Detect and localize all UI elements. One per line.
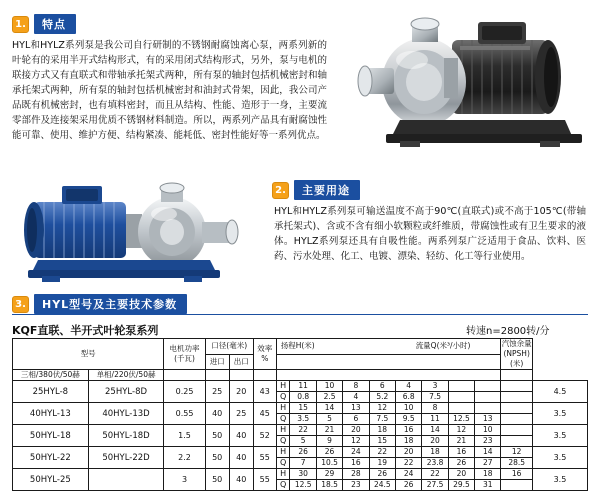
usage-body-text: HYL和HYLZ系列泵可输送温度不高于90℃(直联式)或不高于105℃(带轴承托架式)、含或不含有细小软颗粒或纤维质，带腐蚀性或有卫生要求的液体。HYLZ系列泵还具有自吸性能。两系列泵广泛适用于食品、饮料、医药、污水处理、化工、电镀、漂染、轻纺、化工等行业使用。	[274, 206, 586, 262]
cell-flow-value: 26	[395, 480, 421, 491]
section-header-features	[12, 14, 76, 34]
cell-head-value: 28	[343, 469, 369, 480]
cell-head-value: 22	[290, 425, 316, 436]
cell-head-value: 8	[343, 381, 369, 392]
cell-head-value	[501, 403, 532, 414]
header-spacer-eff	[253, 370, 276, 381]
header-head-flow-spacer	[276, 354, 501, 370]
header-port-diameter: 口径(毫米)	[205, 339, 253, 355]
cell-flow-label: Q	[276, 480, 290, 491]
cell-head-value: 20	[343, 425, 369, 436]
cell-efficiency: 55	[253, 447, 276, 469]
cell-flow-value: 18	[395, 436, 421, 447]
cell-efficiency: 45	[253, 403, 276, 425]
cell-model-1phase: 40HYL-13D	[88, 403, 164, 425]
cell-flow-label: Q	[276, 458, 290, 469]
cell-power: 0.25	[164, 381, 205, 403]
cell-power: 2.2	[164, 447, 205, 469]
cell-efficiency: 52	[253, 425, 276, 447]
cell-npsh: 3.5	[532, 469, 587, 491]
cell-flow-value: 16	[343, 458, 369, 469]
cell-outlet: 25	[229, 403, 253, 425]
pump-photo-left	[14, 176, 264, 288]
cell-flow-value	[448, 392, 474, 403]
cell-flow-value: 19	[369, 458, 395, 469]
cell-head-value: 26	[316, 447, 342, 458]
header-motor-power: 电机功率 (千瓦)	[164, 339, 205, 370]
cell-flow-label: Q	[276, 414, 290, 425]
cell-head-value	[448, 381, 474, 392]
cell-head-value: 26	[369, 469, 395, 480]
header-spacer-inlet	[205, 370, 229, 381]
cell-flow-label: Q	[276, 392, 290, 403]
cell-head-value: 10	[475, 425, 501, 436]
cell-head-label: H	[276, 469, 290, 480]
cell-flow-value: 26	[448, 458, 474, 469]
table-speed-note: 转速n=2800转/分	[466, 326, 550, 337]
cell-efficiency: 43	[253, 381, 276, 403]
cell-flow-value: 6	[343, 414, 369, 425]
cell-model-1phase: 25HYL-8D	[88, 381, 164, 403]
table-row	[13, 425, 588, 436]
cell-head-value: 18	[475, 469, 501, 480]
cell-head-value: 10	[395, 403, 421, 414]
table-row	[13, 381, 588, 392]
cell-flow-value: 20	[422, 436, 448, 447]
cell-head-value: 26	[290, 447, 316, 458]
cell-head-value: 16	[448, 447, 474, 458]
cell-flow-value: 7.5	[369, 414, 395, 425]
cell-flow-value: 24.5	[369, 480, 395, 491]
header-model-1phase: 单相/220伏/50赫	[88, 370, 164, 381]
section-title-params: HYL型号及主要技术参数	[34, 294, 187, 314]
section-title-usage: 主要用途	[294, 180, 360, 200]
cell-head-value: 21	[316, 425, 342, 436]
cell-model-1phase	[88, 469, 164, 491]
cell-head-value: 16	[501, 469, 532, 480]
cell-flow-value: 12	[343, 436, 369, 447]
cell-inlet: 50	[205, 447, 229, 469]
cell-model-3phase: 50HYL-22	[13, 447, 89, 469]
table-caption: KQF直联、半开式叶轮泵系列	[12, 324, 159, 337]
cell-flow-value	[501, 392, 532, 403]
header-efficiency: 效率 %	[253, 339, 276, 370]
header-head-flow	[276, 339, 501, 355]
cell-outlet: 40	[229, 447, 253, 469]
cell-model-3phase: 50HYL-18	[13, 425, 89, 447]
header-spacer-power	[164, 370, 205, 381]
cell-model-1phase: 50HYL-18D	[88, 425, 164, 447]
section-number-3: 3.	[12, 296, 29, 313]
header-spacer-npsh	[501, 370, 532, 381]
spec-table	[12, 338, 588, 491]
cell-flow-value: 9.5	[395, 414, 421, 425]
section-number-1: 1.	[12, 16, 29, 33]
cell-flow-value: 2.5	[316, 392, 342, 403]
cell-model-3phase: 40HYL-13	[13, 403, 89, 425]
cell-flow-value: 27	[475, 458, 501, 469]
cell-power: 3	[164, 469, 205, 491]
features-body-text: HYL和HYLZ系列泵是我公司自行研制的不锈钢耐腐蚀离心泵，两系列新的叶轮有的采用半开式结构形式，有的采用闭式结构形式，另外，泵与电机的联接方式又有直联式和带轴承托架式两种，所有泵的轴封包括机械密封和轴承托架式两种，所有泵的轴封包括机械密封和油封式骨架，因此，我公司产品既有机械密封，也有填料密封，而且从结构、性能、造形于一身，主要流零部件及连接架采用优质不锈钢材料制造。所以，两系列产品具有耐腐蚀性能可靠、使用、维护方便、结构紧凑、能耗低、密封性能好等一系列优点。	[12, 40, 327, 141]
header-spacer-outlet	[229, 370, 253, 381]
cell-flow-value: 4	[343, 392, 369, 403]
table-header-row-3	[13, 370, 588, 381]
cell-flow-value	[501, 436, 532, 447]
cell-flow-value: 21	[448, 436, 474, 447]
section-number-2: 2.	[272, 182, 289, 199]
cell-head-label: H	[276, 425, 290, 436]
cell-flow-value: 27.5	[422, 480, 448, 491]
cell-flow-value: 7	[290, 458, 316, 469]
cell-flow-value: 5	[290, 436, 316, 447]
cell-npsh: 3.5	[532, 425, 587, 447]
cell-flow-value: 7.5	[422, 392, 448, 403]
cell-npsh: 3.5	[532, 403, 587, 425]
header-model: 型号	[13, 339, 164, 370]
section-divider	[12, 314, 588, 315]
cell-model-1phase: 50HYL-22D	[88, 447, 164, 469]
cell-head-value: 11	[290, 381, 316, 392]
cell-power: 1.5	[164, 425, 205, 447]
cell-head-label: H	[276, 403, 290, 414]
cell-inlet: 50	[205, 425, 229, 447]
cell-flow-value: 28.5	[501, 458, 532, 469]
cell-head-value	[475, 381, 501, 392]
cell-head-value: 14	[422, 425, 448, 436]
cell-flow-value: 0.8	[290, 392, 316, 403]
cell-head-value: 29	[316, 469, 342, 480]
header-head: 扬程H(米)	[280, 341, 315, 351]
cell-flow-value	[501, 480, 532, 491]
cell-npsh: 3.5	[532, 447, 587, 469]
header-npsh: 汽蚀余量 (NPSH)(米)	[501, 339, 532, 368]
cell-head-value	[501, 425, 532, 436]
cell-head-value: 3	[422, 381, 448, 392]
cell-flow-value: 5	[316, 414, 342, 425]
cell-flow-value: 9	[316, 436, 342, 447]
cell-head-value: 16	[395, 425, 421, 436]
cell-head-value: 13	[343, 403, 369, 414]
cell-model-3phase: 25HYL-8	[13, 381, 89, 403]
cell-flow-value: 3.5	[290, 414, 316, 425]
cell-head-value: 12	[501, 447, 532, 458]
cell-flow-value: 6.8	[395, 392, 421, 403]
cell-flow-value: 23	[343, 480, 369, 491]
cell-head-value: 12	[448, 425, 474, 436]
cell-head-value: 24	[343, 447, 369, 458]
cell-head-value: 22	[369, 447, 395, 458]
section-header-params	[12, 294, 187, 314]
cell-head-value	[501, 381, 532, 392]
pump-photo-top	[340, 10, 590, 170]
cell-head-value: 30	[290, 469, 316, 480]
cell-flow-value: 18.5	[316, 480, 342, 491]
table-header-row-1	[13, 339, 588, 355]
cell-flow-value: 10.5	[316, 458, 342, 469]
cell-head-value: 12	[369, 403, 395, 414]
cell-flow-value: 23.8	[422, 458, 448, 469]
table-row	[13, 447, 588, 458]
cell-flow-value: 23	[475, 436, 501, 447]
cell-flow-value	[501, 414, 532, 425]
cell-inlet: 40	[205, 403, 229, 425]
cell-npsh: 4.5	[532, 381, 587, 403]
cell-head-value: 8	[422, 403, 448, 414]
cell-flow-value: 29.5	[448, 480, 474, 491]
cell-outlet: 40	[229, 469, 253, 491]
table-row	[13, 403, 588, 414]
header-spacer-hq	[276, 370, 501, 381]
cell-power: 0.55	[164, 403, 205, 425]
cell-head-value: 20	[448, 469, 474, 480]
cell-head-value	[475, 403, 501, 414]
cell-head-value: 15	[290, 403, 316, 414]
cell-head-value: 18	[369, 425, 395, 436]
cell-model-3phase: 50HYL-25	[13, 469, 89, 491]
cell-head-value: 10	[316, 381, 342, 392]
cell-inlet: 25	[205, 381, 229, 403]
cell-outlet: 20	[229, 381, 253, 403]
cell-flow-value: 13	[475, 414, 501, 425]
cell-head-value: 24	[395, 469, 421, 480]
cell-head-value	[448, 403, 474, 414]
cell-head-value: 18	[422, 447, 448, 458]
cell-flow-value: 12.5	[448, 414, 474, 425]
cell-flow-label: Q	[276, 436, 290, 447]
cell-flow-value: 15	[369, 436, 395, 447]
section-title-features: 特点	[34, 14, 76, 34]
cell-head-value: 4	[395, 381, 421, 392]
cell-flow-value: 11	[422, 414, 448, 425]
cell-flow-value: 22	[395, 458, 421, 469]
cell-head-value: 22	[422, 469, 448, 480]
cell-head-value: 14	[475, 447, 501, 458]
cell-flow-value	[475, 392, 501, 403]
cell-flow-value: 5.2	[369, 392, 395, 403]
table-row	[13, 469, 588, 480]
section-header-usage	[272, 180, 360, 200]
cell-head-label: H	[276, 381, 290, 392]
cell-flow-value: 31	[475, 480, 501, 491]
header-inlet: 进口	[205, 354, 229, 370]
cell-head-value: 20	[395, 447, 421, 458]
cell-flow-value: 12.5	[290, 480, 316, 491]
cell-head-label: H	[276, 447, 290, 458]
cell-efficiency: 55	[253, 469, 276, 491]
cell-head-value: 14	[316, 403, 342, 414]
cell-head-value: 6	[369, 381, 395, 392]
cell-outlet: 40	[229, 425, 253, 447]
header-outlet: 出口	[229, 354, 253, 370]
cell-inlet: 50	[205, 469, 229, 491]
header-model-3phase: 三相/380伏/50赫	[13, 370, 89, 381]
header-flow: 流量Q(米³/小时)	[415, 341, 471, 351]
